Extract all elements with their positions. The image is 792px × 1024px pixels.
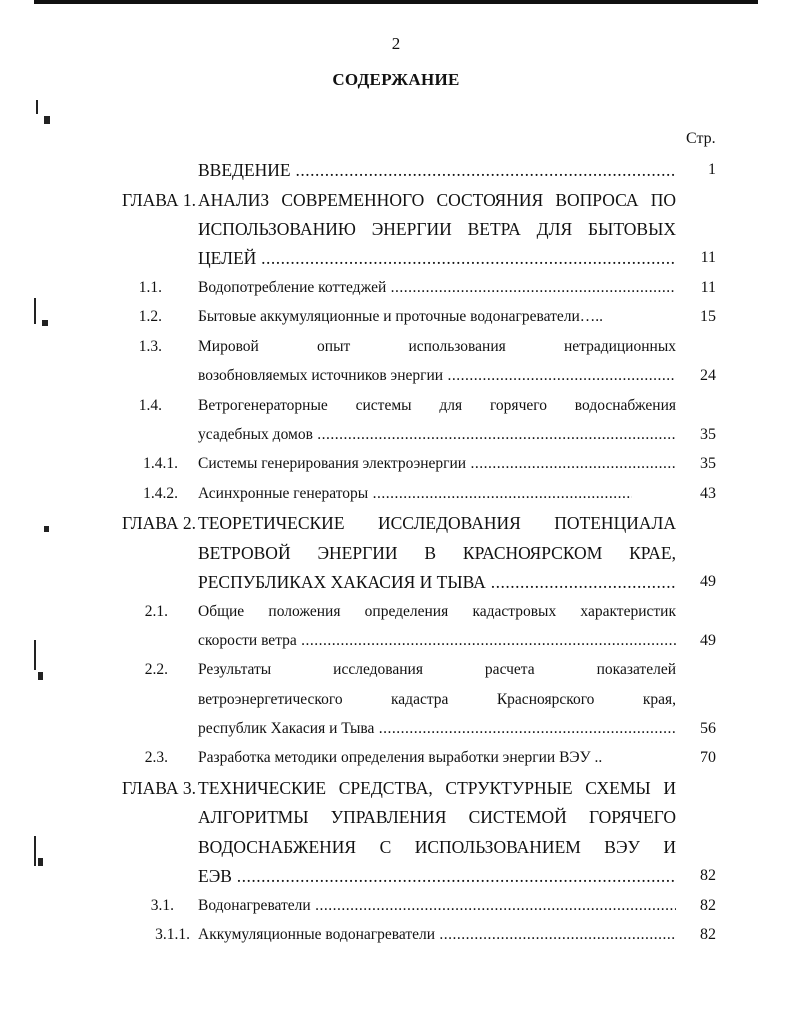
toc-section-number: 2.2. bbox=[144, 661, 168, 678]
toc-page-number: 43 bbox=[700, 485, 716, 502]
toc-section-number: 1.4.2. bbox=[143, 485, 178, 502]
toc-page-number: 24 bbox=[700, 367, 716, 384]
toc-section-number: 1.4.1. bbox=[143, 455, 178, 472]
toc-entry-text: ИСПОЛЬЗОВАНИЮ ЭНЕРГИИ ВЕТРА ДЛЯ БЫТОВЫХ bbox=[198, 219, 676, 239]
page-column-label: Стр. bbox=[686, 130, 716, 147]
toc-entry-text: Общие положения определения кадастровых характеристик bbox=[198, 603, 676, 620]
toc-page-number: 15 bbox=[700, 308, 716, 325]
toc-page-number: 49 bbox=[700, 632, 716, 649]
toc-page-number: 49 bbox=[700, 573, 716, 590]
toc-section-number: 3.1.1. bbox=[155, 926, 190, 943]
toc-entry-text: ветроэнергетического кадастра Красноярского края, bbox=[198, 691, 676, 708]
toc-page-number: 56 bbox=[700, 720, 716, 737]
toc-entry-text: ЕЭВ ..... bbox=[198, 864, 676, 888]
toc-entry-text: Ветрогенераторные системы для горячего водоснабжения bbox=[198, 397, 676, 414]
toc-page-number: 11 bbox=[700, 279, 716, 296]
toc-entry-text: ЦЕЛЕЙ ..... bbox=[198, 246, 676, 270]
toc-page-number: 82 bbox=[700, 897, 716, 914]
toc-entry-text: Результаты исследования расчета показателей bbox=[198, 661, 676, 678]
toc-entry-text: Водопотребление коттеджей ..... bbox=[198, 276, 676, 300]
toc-section-number: 1.2. bbox=[138, 308, 162, 325]
toc-page-number: 35 bbox=[700, 455, 716, 472]
toc-section-number: 1.1. bbox=[138, 279, 162, 296]
toc-chapter-number: ГЛАВА 2. bbox=[121, 513, 196, 533]
page-title: СОДЕРЖАНИЕ bbox=[332, 70, 460, 89]
toc-chapter-number: ГЛАВА 1. bbox=[121, 190, 196, 210]
toc-entry-text: Бытовые аккумуляционные и проточные водонагреватели….. bbox=[198, 308, 604, 325]
toc-section-number: 1.4. bbox=[138, 397, 162, 414]
toc-entry-text: ВЕТРОВОЙ ЭНЕРГИИ В КРАСНОЯРСКОМ КРАЕ, bbox=[198, 543, 676, 563]
toc-entry-text: ТЕОРЕТИЧЕСКИЕ ИССЛЕДОВАНИЯ ПОТЕНЦИАЛА bbox=[198, 513, 676, 533]
toc-page-number: 1 bbox=[708, 161, 716, 178]
toc-entry-text: ВВЕДЕНИЕ ..... bbox=[198, 158, 676, 182]
toc-entry-text: Водонагреватели ..... bbox=[198, 894, 676, 918]
toc-entry-text: ТЕХНИЧЕСКИЕ СРЕДСТВА, СТРУКТУРНЫЕ СХЕМЫ И bbox=[198, 778, 676, 798]
toc-section-number: 2.1. bbox=[144, 603, 168, 620]
toc-page-number: 35 bbox=[700, 426, 716, 443]
toc-chapter-number: ГЛАВА 3. bbox=[121, 778, 196, 798]
toc-entry-text: ВОДОСНАБЖЕНИЯ С ИСПОЛЬЗОВАНИЕМ ВЭУ И bbox=[198, 837, 676, 857]
toc-entry-text: Системы генерирования электроэнергии ..... bbox=[198, 452, 676, 476]
toc-entry-text: республик Хакасия и Тыва ..... bbox=[198, 717, 676, 741]
toc-section-number: 2.3. bbox=[144, 749, 168, 766]
toc-entry-text: РЕСПУБЛИКАХ ХАКАСИЯ И ТЫВА ..... bbox=[198, 570, 676, 594]
toc-section-number: 1.3. bbox=[138, 338, 162, 355]
toc-entry-text: Асинхронные генераторы ..... bbox=[198, 482, 632, 506]
toc-page-number: 70 bbox=[700, 749, 716, 766]
toc-entry-text: АЛГОРИТМЫ УПРАВЛЕНИЯ СИСТЕМОЙ ГОРЯЧЕГО bbox=[198, 807, 676, 827]
toc-page-number: 11 bbox=[700, 249, 716, 266]
toc-entry-text: возобновляемых источников энергии ..... bbox=[198, 364, 676, 388]
toc-entry-text: скорости ветра ..... bbox=[198, 629, 676, 653]
toc-entry-text: Разработка методики определения выработки энергии ВЭУ .. bbox=[198, 749, 603, 766]
toc-page-number: 82 bbox=[700, 867, 716, 884]
page-number: 2 bbox=[391, 34, 401, 53]
toc-entry-text: Аккумуляционные водонагреватели ..... bbox=[198, 923, 676, 947]
toc-section-number: 3.1. bbox=[150, 897, 174, 914]
toc-entry-text: Мировой опыт использования нетрадиционных bbox=[198, 338, 676, 355]
toc-entry-text: АНАЛИЗ СОВРЕМЕННОГО СОСТОЯНИЯ ВОПРОСА ПО bbox=[198, 190, 676, 210]
toc-entry-text: усадебных домов ..... bbox=[198, 423, 676, 447]
toc-page-number: 82 bbox=[700, 926, 716, 943]
